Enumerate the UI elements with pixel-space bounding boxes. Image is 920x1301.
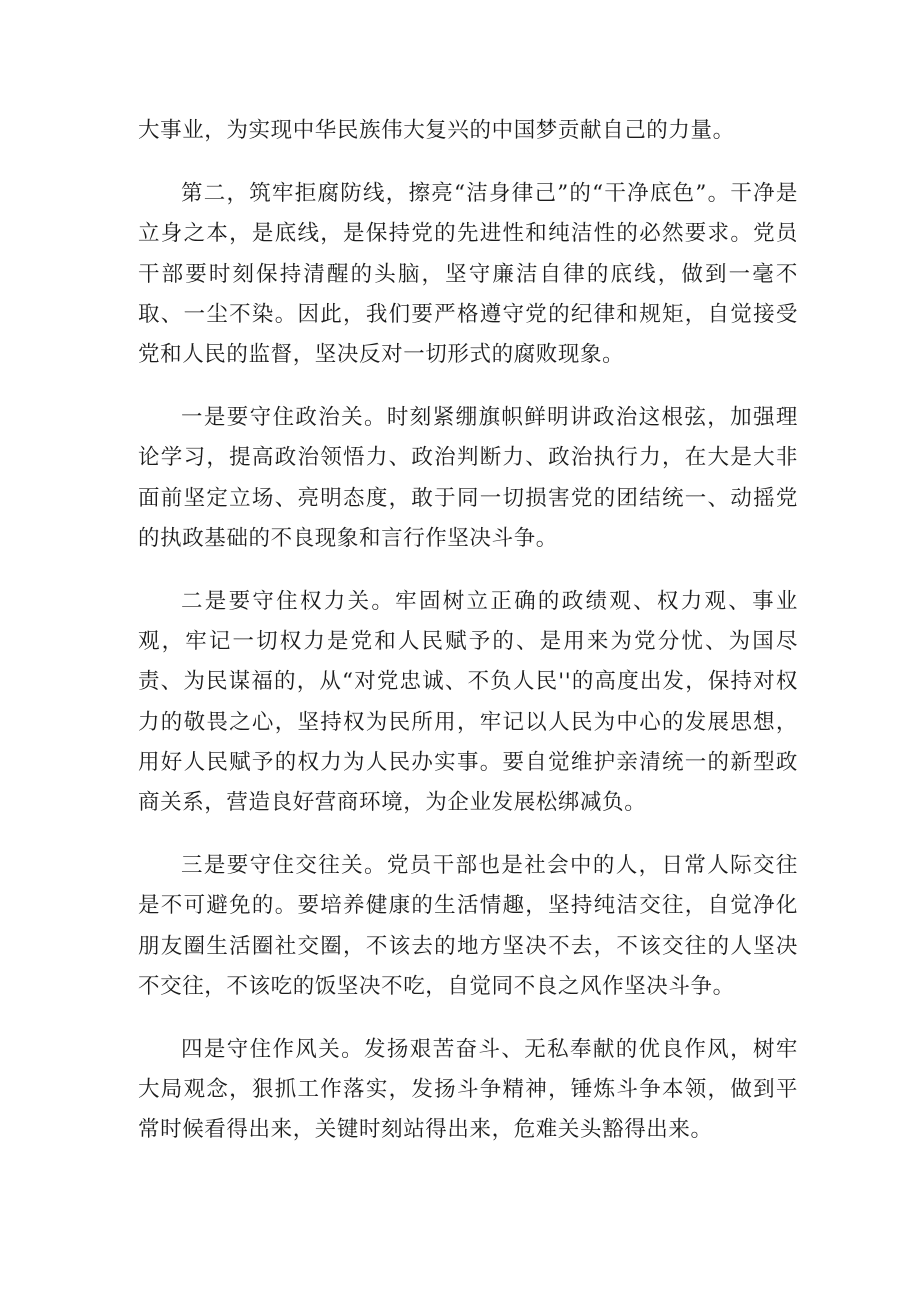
document-body [138,111,798,1151]
paragraph-second-point: 第二，筑牢拒腐防线，擦亮“洁身律己”的“干净底色”。干净是立身之本，是底线，是保持党的先进性和纯洁性的必然要求。党员干部要时刻保持清醒的头脑，坚守廉洁自律的底线，做到一毫不取、一尘不染。因此，我们要严格遵守党的纪律和规矩，自觉接受党和人民的监督，坚决反对一切形式的腐败现象。 [138,181,798,368]
paragraph-continuation: 大事业，为实现中华民族伟大复兴的中国梦贡献自己的力量。 [138,118,735,143]
paragraph-power-gate: 二是要守住权力关。牢固树立正确的政绩观、权力观、事业观，牢记一切权力是党和人民赋予的、是用来为党分忧、为国尽责、为民谋福的，从“对党忠诚、不负人民''的高度出发，保持对权力的敬畏之心，坚持权为民所用，牢记以人民为中心的发展思想，用好人民赋予的权力为人民办实事。要自觉维护亲清统一的新型政商关系，营造良好营商环境，为企业发展松绑减负。 [138,589,798,816]
paragraph-social-gate: 三是要守住交往关。党员干部也是社会中的人，日常人际交往是不可避免的。要培养健康的生活情趣，坚持纯洁交往，自觉净化朋友圈生活圈社交圈，不该去的地方坚决不去，不该交往的人坚决不交往，不该吃的饭坚决不吃，自觉同不良之风作坚决斗争。 [138,853,798,999]
paragraph-style-gate: 四是守住作风关。发扬艰苦奋斗、无私奉献的优良作风，树牢大局观念，狠抓工作落实，发扬斗争精神，锤炼斗争本领，做到平常时候看得出来，关键时刻站得出来，危难关头豁得出来。 [138,1037,798,1143]
paragraph-political-gate: 一是要守住政治关。时刻紧绷旗帜鲜明讲政治这根弦，加强理论学习，提高政治领悟力、政治判断力、政治执行力，在大是大非面前坚定立场、亮明态度，敢于同一切损害党的团结统一、动摇党的执政基础的不良现象和言行作坚决斗争。 [138,405,798,551]
